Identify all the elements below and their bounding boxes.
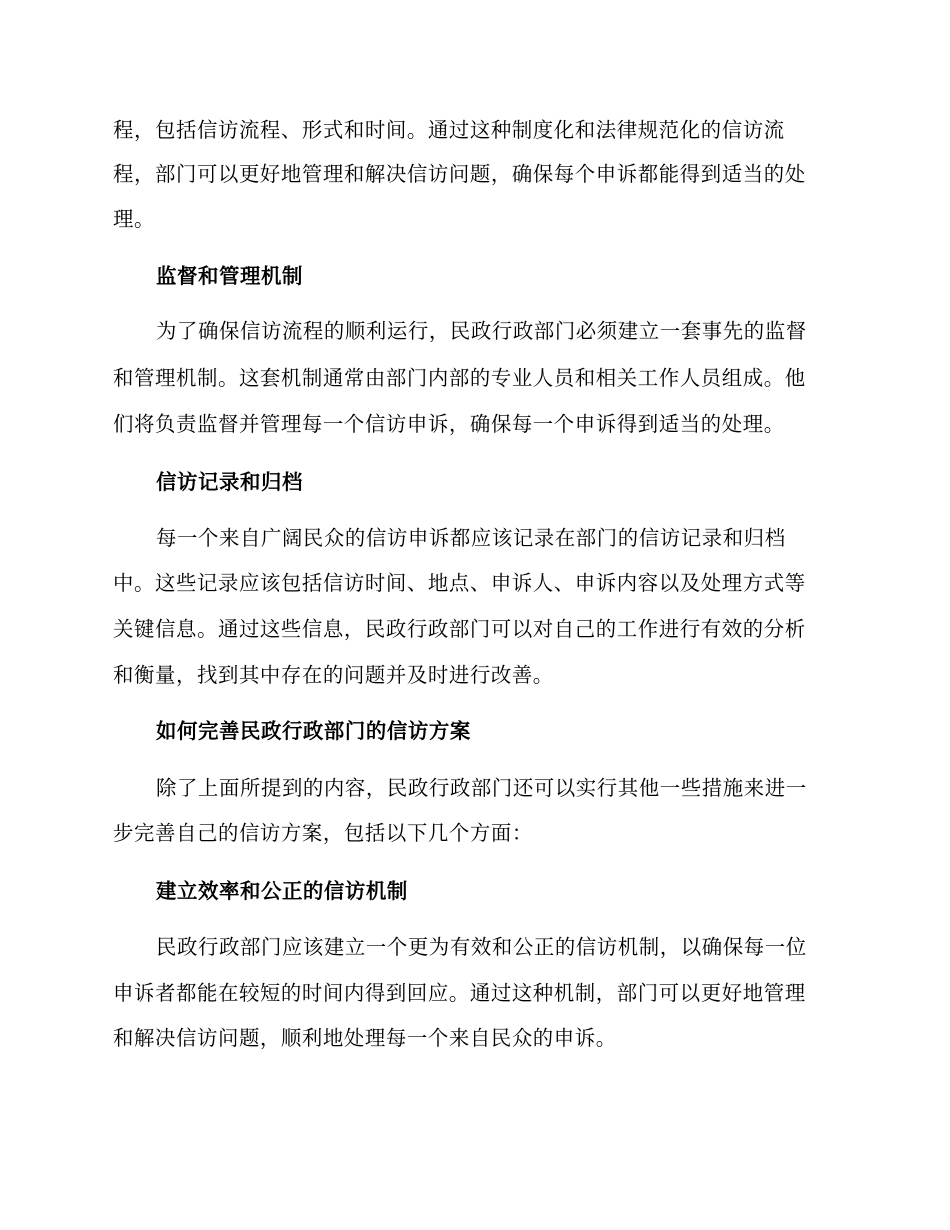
- section-heading: 如何完善民政行政部门的信访方案: [156, 719, 471, 743]
- paragraph-line: 为了确保信访流程的顺利运行，民政行政部门必须建立一套事先的监督: [156, 319, 807, 343]
- paragraph-line: 除了上面所提到的内容，民政行政部门还可以实行其他一些措施来进一: [156, 776, 807, 800]
- paragraph-line: 中。这些记录应该包括信访时间、地点、申诉人、申诉内容以及处理方式等: [113, 571, 806, 595]
- paragraph-line: 申诉者都能在较短的时间内得到回应。通过这种机制，部门可以更好地管理: [113, 981, 806, 1005]
- paragraph-line: 和解决信访问题，顺利地处理每一个来自民众的申诉。: [113, 1026, 617, 1050]
- paragraph-line: 程，包括信访流程、形式和时间。通过这种制度化和法律规范化的信访流: [113, 118, 785, 142]
- paragraph-line: 关键信息。通过这些信息，民政行政部门可以对自己的工作进行有效的分析: [113, 617, 806, 641]
- section-heading: 监督和管理机制: [156, 264, 303, 288]
- paragraph-line: 和衡量，找到其中存在的问题并及时进行改善。: [113, 663, 554, 687]
- paragraph-line: 们将负责监督并管理每一个信访申诉，确保每一个申诉得到适当的处理。: [113, 412, 785, 436]
- section-heading: 信访记录和归档: [156, 470, 303, 494]
- paragraph-line: 民政行政部门应该建立一个更为有效和公正的信访机制，以确保每一位: [156, 935, 807, 959]
- section-heading: 建立效率和公正的信访机制: [156, 879, 408, 903]
- paragraph-line: 每一个来自广阔民众的信访申诉都应该记录在部门的信访记录和归档: [156, 526, 786, 550]
- paragraph-line: 和管理机制。这套机制通常由部门内部的专业人员和相关工作人员组成。他: [113, 366, 806, 390]
- paragraph-line: 理。: [113, 207, 155, 231]
- paragraph-line: 程，部门可以更好地管理和解决信访问题，确保每个申诉都能得到适当的处: [113, 162, 806, 186]
- paragraph-line: 步完善自己的信访方案，包括以下几个方面：: [113, 821, 533, 845]
